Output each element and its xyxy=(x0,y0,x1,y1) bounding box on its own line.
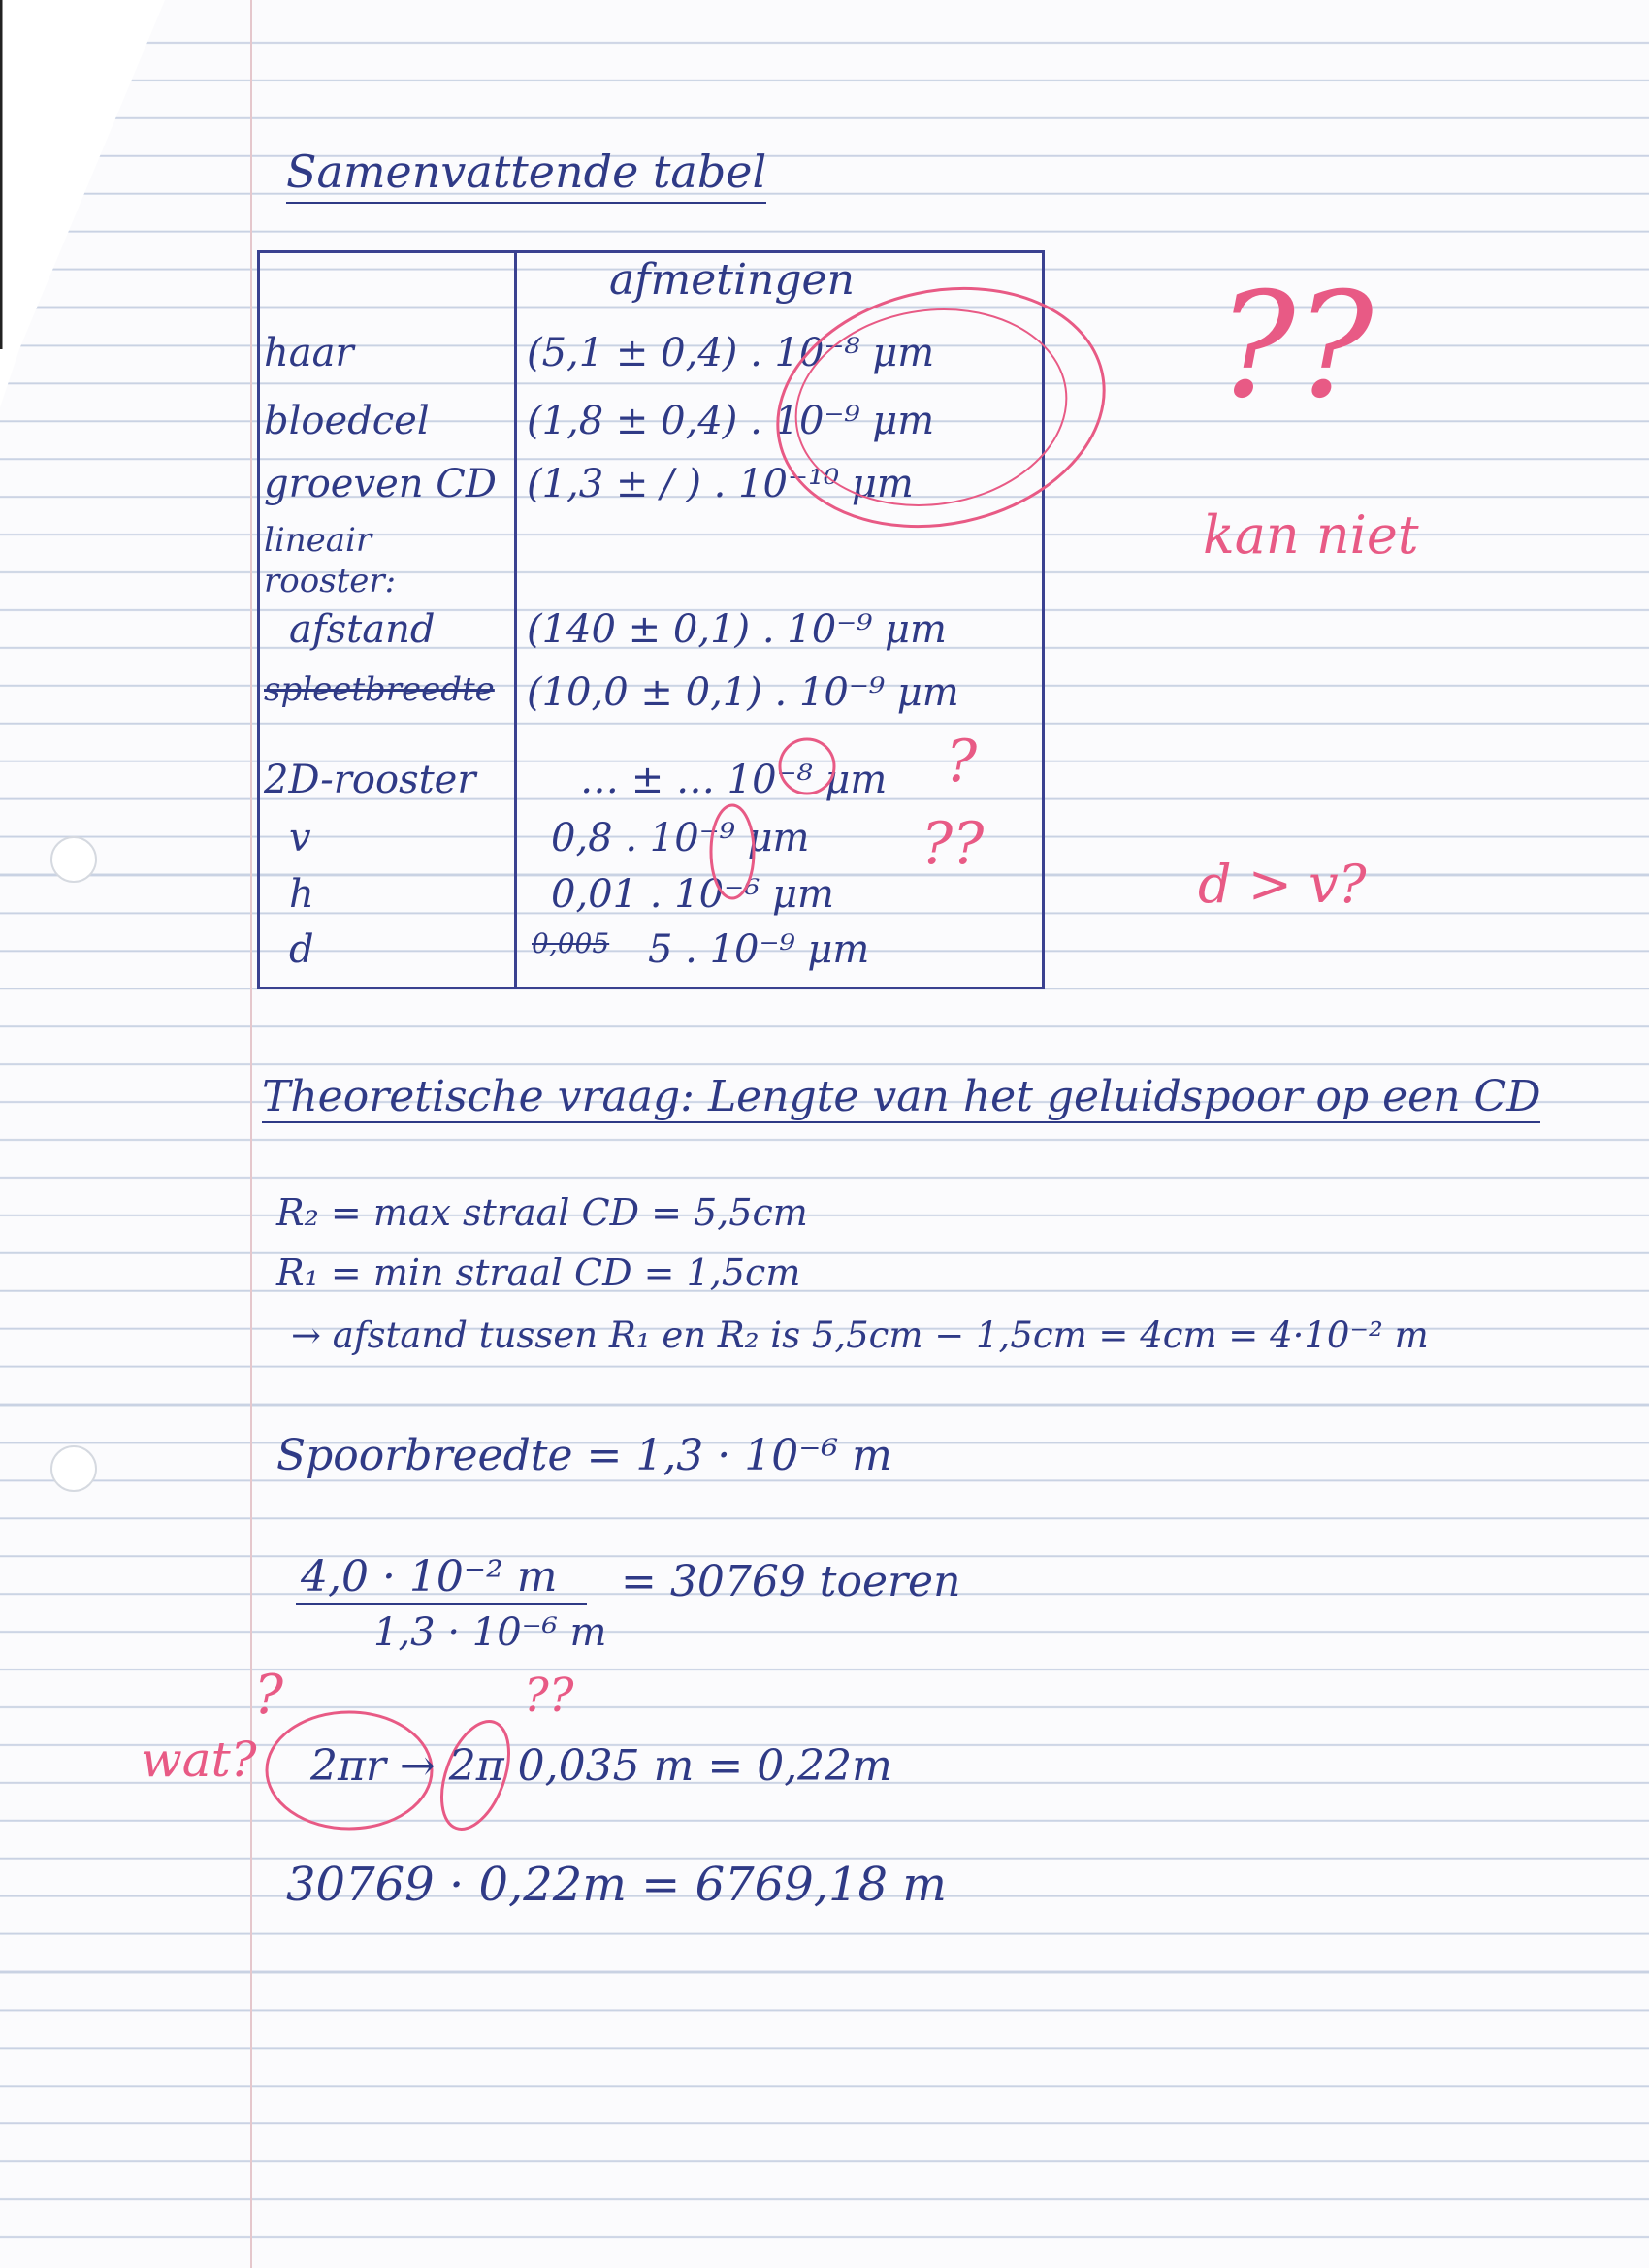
row-label: haar xyxy=(264,331,354,375)
question-mark: ? xyxy=(946,728,978,795)
dsv-note: d > v? xyxy=(1198,854,1367,915)
row-value: (1,3 ± / ) . 10⁻¹⁰ μm xyxy=(527,462,914,506)
fraction-result: = 30769 toeren xyxy=(621,1557,961,1606)
row-label: v xyxy=(289,816,311,860)
row-label: d xyxy=(289,927,314,972)
row-label: groeven CD xyxy=(264,462,497,506)
question-mark: ? xyxy=(254,1664,284,1727)
circumference-line: 2πr → 2π 0,035 m = 0,22m xyxy=(310,1741,892,1791)
row-value: (140 ± 0,1) . 10⁻⁹ μm xyxy=(527,607,947,652)
row-label: h xyxy=(289,872,314,917)
text-line: R₁ = min straal CD = 1,5cm xyxy=(276,1251,801,1294)
text-line: R₂ = max straal CD = 5,5cm xyxy=(276,1191,808,1234)
text-line: → afstand tussen R₁ en R₂ is 5,5cm − 1,5cm = 4cm = 4·10⁻² m xyxy=(291,1314,1429,1356)
row-value: … ± … 10⁻⁸ μm xyxy=(580,758,888,802)
question-marks-big: ?? xyxy=(1217,262,1374,431)
fraction-denominator: 1,3 · 10⁻⁶ m xyxy=(373,1610,607,1655)
row-value: 0,8 . 10⁻⁹ μm xyxy=(551,816,810,860)
row-label: 2D-rooster xyxy=(264,758,476,802)
section-heading: Theoretische vraag: Lengte van het geluidspoor op een CD xyxy=(262,1072,1541,1121)
row-label: lineair rooster: xyxy=(264,521,397,600)
row-value: 5 . 10⁻⁹ μm xyxy=(648,927,870,972)
kan-niet-note: kan niet xyxy=(1203,504,1419,566)
row-value: (5,1 ± 0,4) . 10⁻⁸ μm xyxy=(527,331,935,375)
final-result: 30769 · 0,22m = 6769,18 m xyxy=(286,1858,947,1912)
row-value: 0,01 . 10⁻⁶ μm xyxy=(551,872,834,917)
fraction-bar xyxy=(296,1603,587,1605)
question-marks: ?? xyxy=(524,1669,574,1723)
row-label: bloedcel xyxy=(264,399,430,443)
row-label: spleetbreedte xyxy=(264,670,495,709)
page-title: Samenvattende tabel xyxy=(286,146,766,204)
table-header: afmetingen xyxy=(609,255,855,305)
struck-value: 0,005 xyxy=(532,927,610,959)
wat-note: wat? xyxy=(141,1732,257,1788)
row-value: (10,0 ± 0,1) . 10⁻⁹ μm xyxy=(527,670,959,715)
fraction-numerator: 4,0 · 10⁻² m xyxy=(301,1552,558,1602)
row-value: (1,8 ± 0,4) . 10⁻⁹ μm xyxy=(527,399,935,443)
row-label: afstand xyxy=(289,607,436,652)
question-marks: ?? xyxy=(922,810,985,878)
spoorbreedte-line: Spoorbreedte = 1,3 · 10⁻⁶ m xyxy=(276,1431,892,1480)
